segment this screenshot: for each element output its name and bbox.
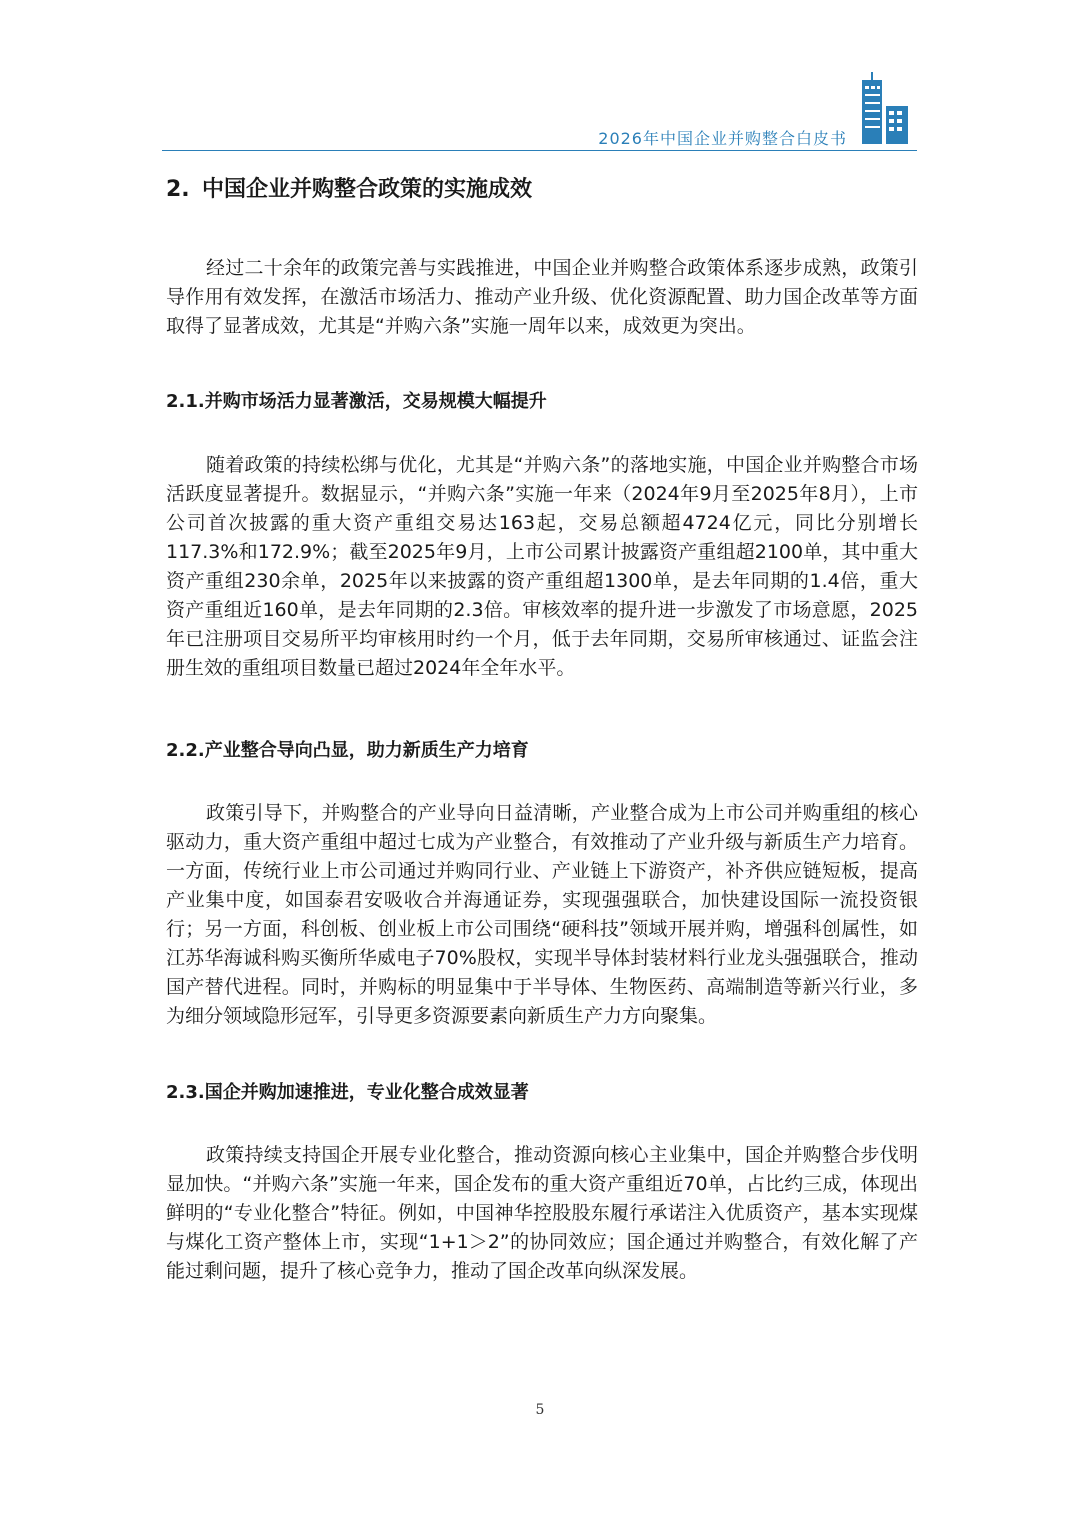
subsection-body: 政策持续支持国企开展专业化整合，推动资源向核心主业集中，国企并购整合步伐明显加快。“并购六条”实施一年来，国企发布的重大资产重组近70单，占比约三成，体现出鲜明的“专业化整合”特征。例如，中国神华控股股东履行承诺注入优质资产，基本实现煤与煤化工资产整体上市，实现“1+1＞2”的协同效应；国企通过并购整合，有效化解了产能过剩问题，提升了核心竞争力，推动了国企改革向纵深发展。 (166, 1144, 918, 1282)
section-title: 中国企业并购整合政策的实施成效 (202, 177, 533, 202)
subsection-body: 政策引导下，并购整合的产业导向日益清晰，产业整合成为上市公司并购重组的核心驱动力，重大资产重组中超过七成为产业整合，有效推动了产业升级与新质生产力培育。一方面，传统行业上市公司通过并购同行业、产业链上下游资产，补齐供应链短板，提高产业集中度，如国泰君安吸收合并海通证券，实现强强联合，加快建设国际一流投资银行；另一方面，科创板、创业板上市公司围绕“硬科技”领域开展并购，增强科创属性，如江苏华海诚科购买衡所华威电子70%股权，实现半导体封装材料行业龙头强强联合，推动国产替代进程。同时，并购标的明显集中于半导体、生物医药、高端制造等新兴行业，多为细分领域隐形冠军，引导更多资源要素向新质生产力方向聚集。 (166, 802, 918, 1027)
section-heading (166, 172, 532, 203)
page-number: 5 (535, 1402, 545, 1418)
header-title: 2026年中国企业并购整合白皮书 (598, 129, 847, 148)
intro-paragraph: 经过二十余年的政策完善与实践推进，中国企业并购整合政策体系逐步成熟，政策引导作用有效发挥，在激活市场活力、推动产业升级、优化资源配置、助力国企改革等方面取得了显著成效，尤其是“并购六条”实施一周年以来，成效更为突出。 (166, 257, 918, 337)
subsection-heading: 2.2.产业整合导向凸显，助力新质生产力培育 (166, 740, 529, 761)
header-divider (162, 150, 917, 151)
subsection-heading: 2.3.国企并购加速推进，专业化整合成效显著 (166, 1082, 529, 1103)
section-number: 2. (166, 177, 190, 202)
building-icon (856, 72, 912, 144)
subsection-heading: 2.1.并购市场活力显著激活，交易规模大幅提升 (166, 391, 547, 412)
subsection-body: 随着政策的持续松绑与优化，尤其是“并购六条”的落地实施，中国企业并购整合市场活跃度显著提升。数据显示，“并购六条”实施一年来（2024年9月至2025年8月），上市公司首次披露的重大资产重组交易达163起，交易总额超4724亿元，同比分别增长117.3%和172.9%；截至2025年9月，上市公司累计披露资产重组超2100单，其中重大资产重组230余单，2025年以来披露的资产重组超1300单，是去年同期的1.4倍，重大资产重组近160单，是去年同期的2.3倍。审核效率的提升进一步激发了市场意愿，2025年已注册项目交易所平均审核用时约一个月，低于去年同期，交易所审核通过、证监会注册生效的重组项目数量已超过2024年全年水平。 (166, 454, 918, 679)
